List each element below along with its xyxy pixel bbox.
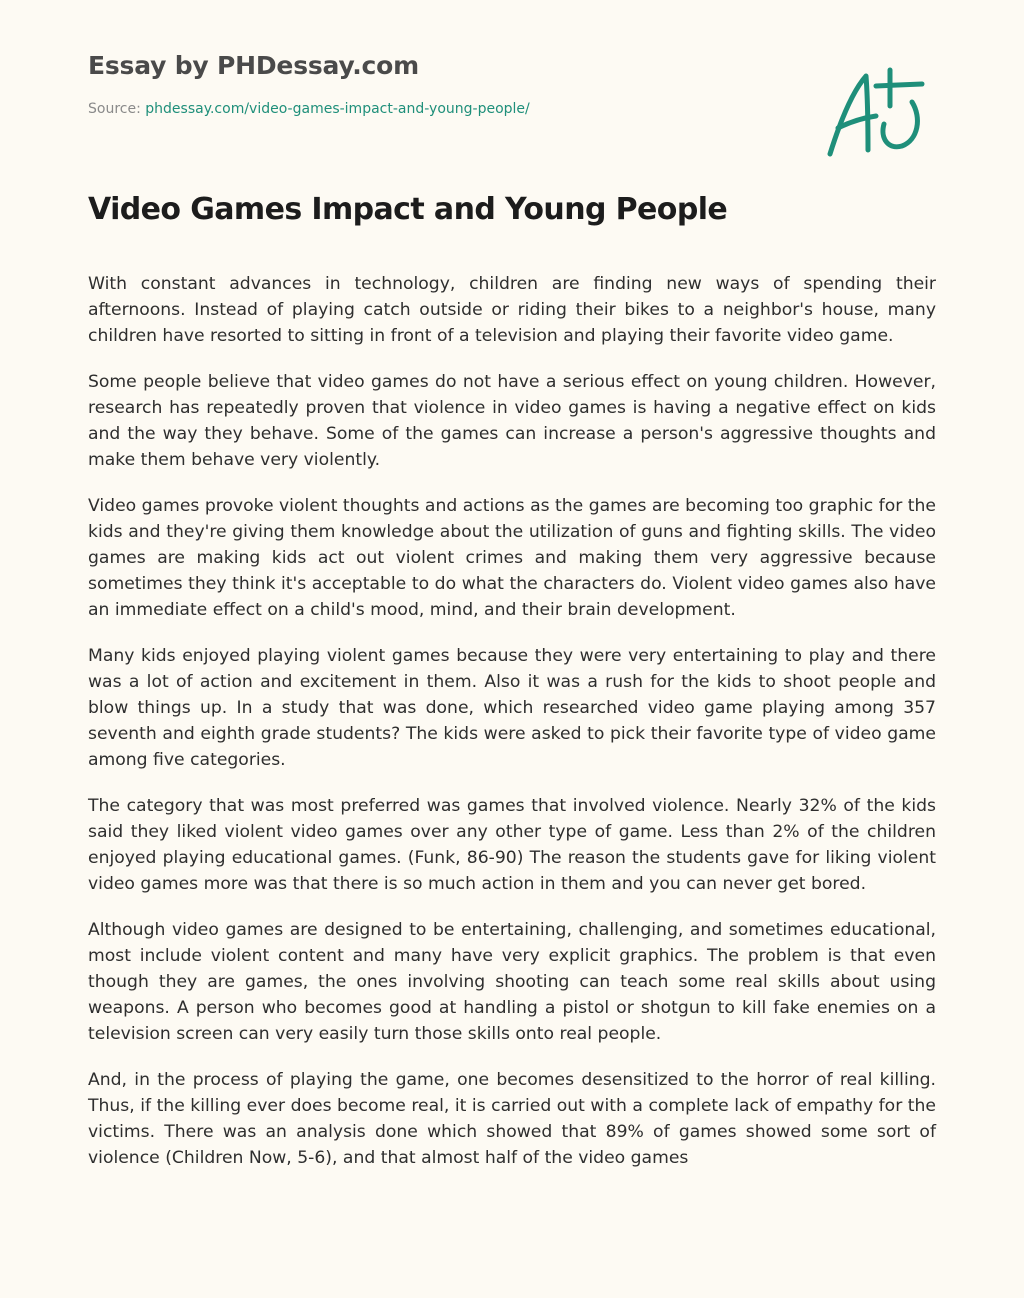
source-link[interactable]: phdessay.com/video-games-impact-and-young-people/ <box>145 101 530 117</box>
paragraph: The category that was most preferred was games that involved violence. Nearly 32% of the kids said they liked violent video games over any other type of game. Less than 2% of the children enjoyed playing educational games. (Funk, 86-90) The reason the students gave for liking violent video games more was that there is so much action in them and you can never get bored. <box>88 796 936 894</box>
paragraph: Many kids enjoyed playing violent games because they were very entertaining to play and there was a lot of action and excitement in them. Also it was a rush for the kids to shoot people and blow things up. In a study that was done, which researched video game playing among 357 seventh and eighth grade students? The kids were asked to pick their favorite type of video game among five categories. <box>88 646 936 770</box>
article-title: Video Games Impact and Young People <box>88 192 728 227</box>
a-plus-logo-icon <box>822 62 932 162</box>
article-body <box>88 271 936 1191</box>
paragraph: Some people believe that video games do not have a serious effect on young children. However, research has repeatedly proven that violence in video games is having a negative effect on kids and the way they behave. Some of the games can increase a person's aggressive thoughts and make them behave very violently. <box>88 372 936 470</box>
page-header <box>88 50 530 118</box>
source-label: Source: <box>88 101 146 117</box>
source-line <box>88 100 530 118</box>
paragraph: Video games provoke violent thoughts and actions as the games are becoming too graphic for the kids and they're giving them knowledge about the utilization of guns and fighting skills. The video games are making kids act out violent crimes and making them very aggressive because sometimes they think it's acceptable to do what the characters do. Violent video games also have an immediate effect on a child's mood, mind, and their brain development. <box>88 496 936 620</box>
paragraph: And, in the process of playing the game, one becomes desensitized to the horror of real killing. Thus, if the killing ever does become real, it is carried out with a complete lack of empathy for the victims. There was an analysis done which showed that 89% of games showed some sort of violence (Children Now, 5-6), and that almost half of the video games <box>88 1070 936 1168</box>
site-title: Essay by PHDessay.com <box>88 51 419 80</box>
paragraph: With constant advances in technology, children are finding new ways of spending their afternoons. Instead of playing catch outside or riding their bikes to a neighbor's house, many children have resorted to sitting in front of a television and playing their favorite video game. <box>88 274 936 346</box>
paragraph: Although video games are designed to be entertaining, challenging, and sometimes educational, most include violent content and many have very explicit graphics. The problem is that even though they are games, the ones involving shooting can teach some real skills about using weapons. A person who becomes good at handling a pistol or shotgun to kill fake enemies on a television screen can very easily turn those skills onto real people. <box>88 920 936 1044</box>
